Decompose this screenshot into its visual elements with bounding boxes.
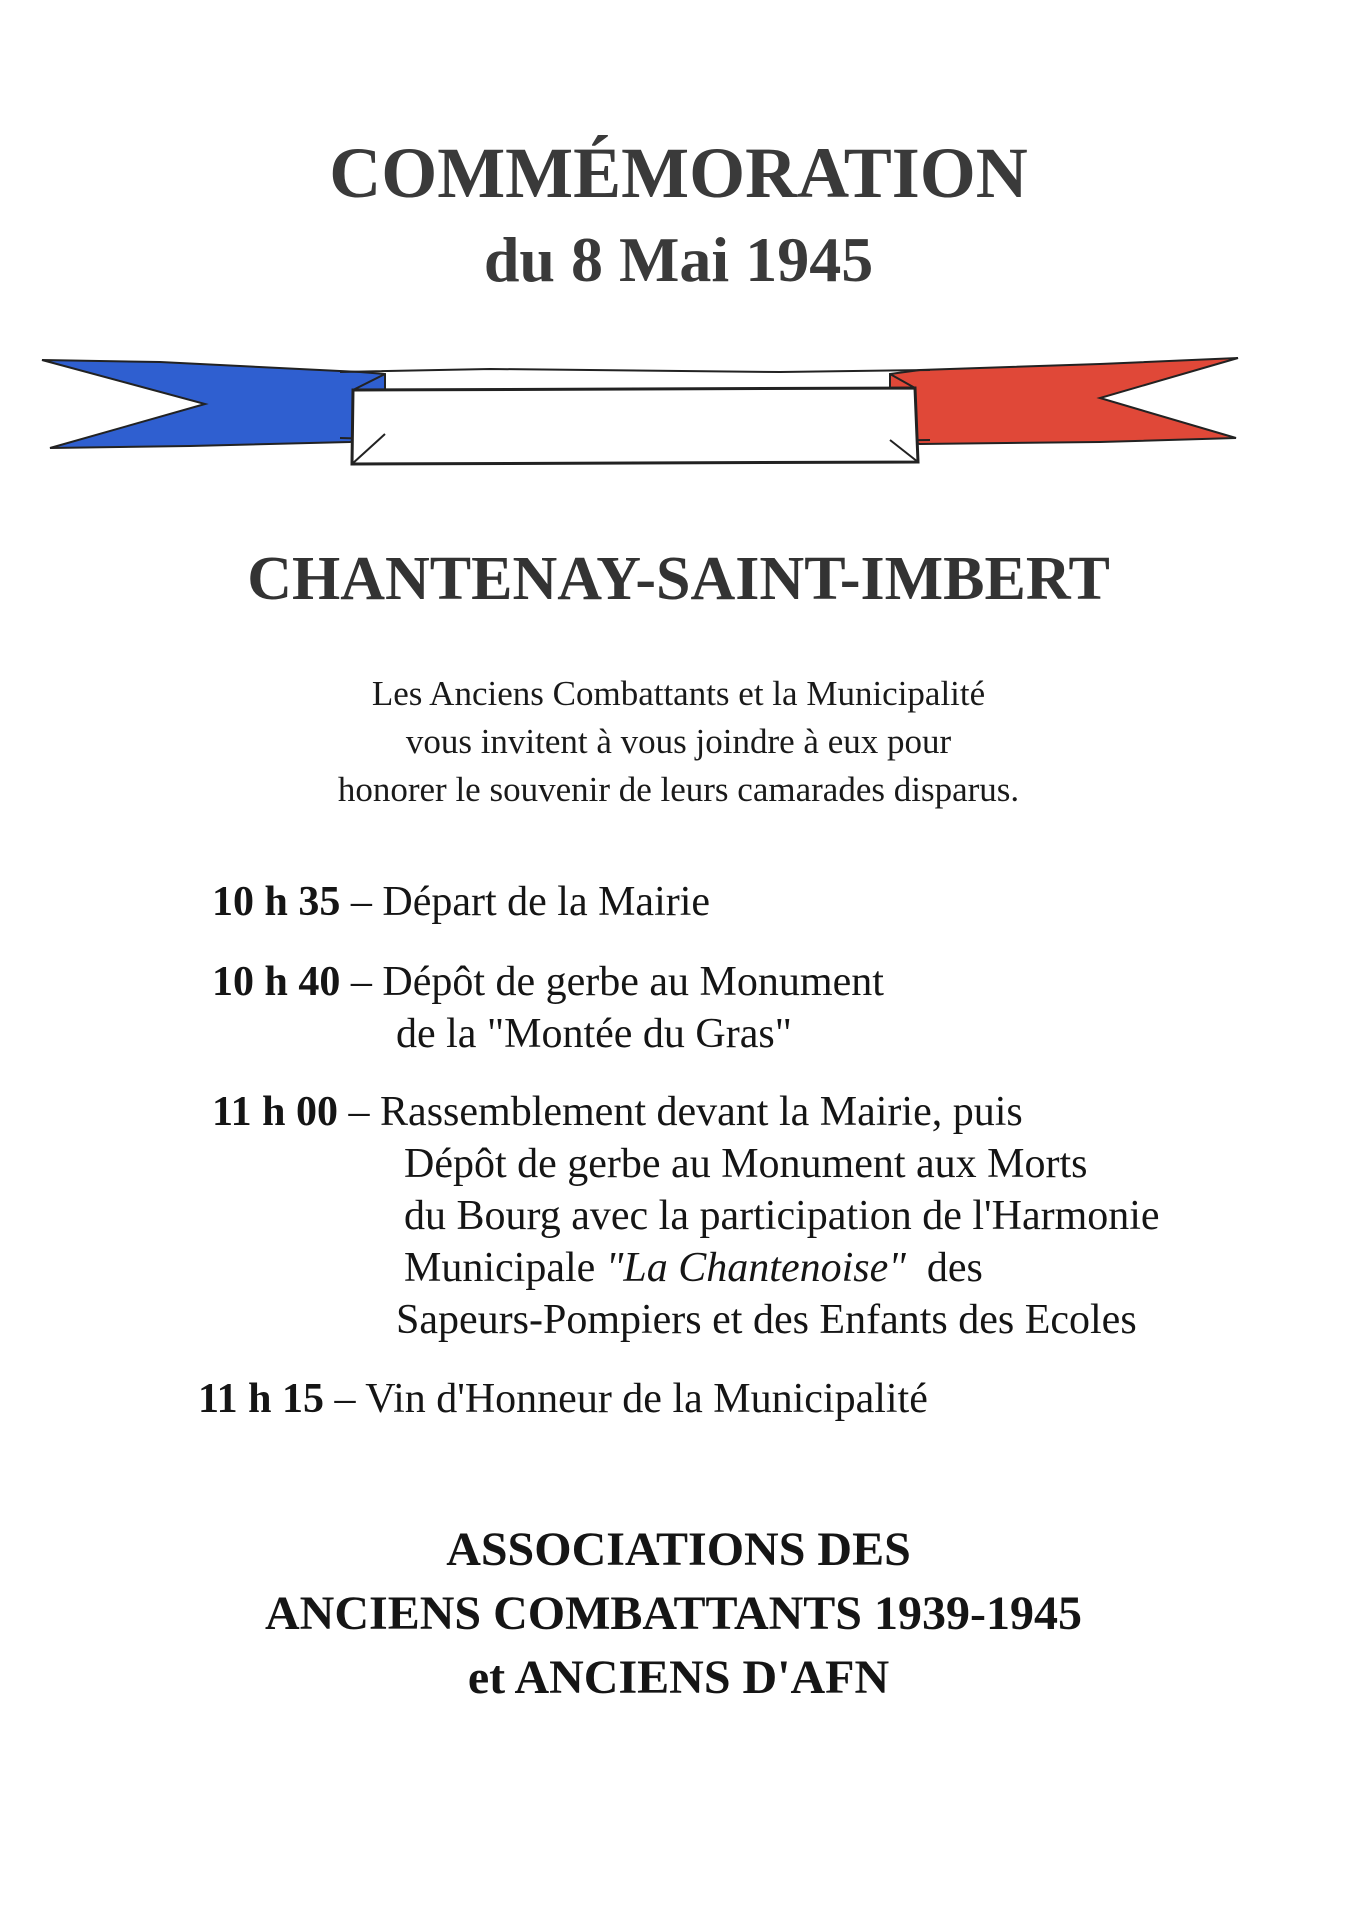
programme-text: Municipale	[404, 1245, 596, 1291]
banner-blue-ribbon	[42, 360, 385, 448]
programme-separator: –	[338, 1089, 381, 1135]
programme-text: Départ de la Mairie	[382, 879, 711, 925]
town-name: CHANTENAY-SAINT-IMBERT	[247, 545, 1110, 613]
tricolor-banner-illustration	[40, 352, 1240, 472]
footer-line: ASSOCIATIONS DES	[446, 1523, 911, 1576]
programme-separator: –	[340, 879, 383, 925]
page-subtitle-date: du 8 Mai 1945	[483, 224, 874, 295]
programme-text: Sapeurs-Pompiers et des Enfants des Ecoles	[396, 1297, 1137, 1343]
harmony-name: "La Chantenoise"	[605, 1245, 906, 1291]
programme-text: Vin d'Honneur de la Municipalité	[365, 1376, 928, 1422]
programme-separator: –	[340, 959, 383, 1005]
programme-text: des	[926, 1245, 983, 1291]
programme-text: de la "Montée du Gras"	[396, 1011, 792, 1057]
programme-separator: –	[324, 1376, 366, 1422]
programme-time: 11 h 15	[198, 1376, 325, 1422]
invitation-line: Les Anciens Combattants et la Municipalité	[371, 674, 986, 713]
banner-white-panel	[352, 388, 918, 464]
programme-time: 10 h 35	[212, 879, 341, 925]
programme-text-line	[212, 1242, 1160, 1294]
programme-item	[198, 1373, 928, 1425]
invitation-line: vous invitent à vous joindre à eux pour	[405, 722, 952, 761]
footer-line: ANCIENS COMBATTANTS 1939-1945	[265, 1587, 1082, 1640]
programme-text: Dépôt de gerbe au Monument aux Morts	[404, 1141, 1088, 1187]
programme-text: Rassemblement devant la Mairie, puis	[380, 1089, 1023, 1135]
programme-time: 10 h 40	[212, 959, 341, 1005]
programme-text: du Bourg avec la participation de l'Harmonie	[404, 1193, 1160, 1239]
organizers-footer	[0, 1518, 1357, 1710]
invitation-text	[0, 670, 1357, 814]
invitation-line: honorer le souvenir de leurs camarades disparus.	[337, 770, 1020, 809]
programme-text: Dépôt de gerbe au Monument	[382, 959, 884, 1005]
programme-item	[212, 876, 710, 928]
programme-item	[212, 1086, 1160, 1346]
programme-time: 11 h 00	[212, 1089, 339, 1135]
footer-line: et ANCIENS D'AFN	[467, 1651, 890, 1704]
page-title: COMMÉMORATION	[329, 133, 1028, 213]
programme-item	[212, 956, 884, 1060]
banner-top-band	[340, 369, 930, 372]
banner-red-ribbon	[890, 358, 1238, 444]
